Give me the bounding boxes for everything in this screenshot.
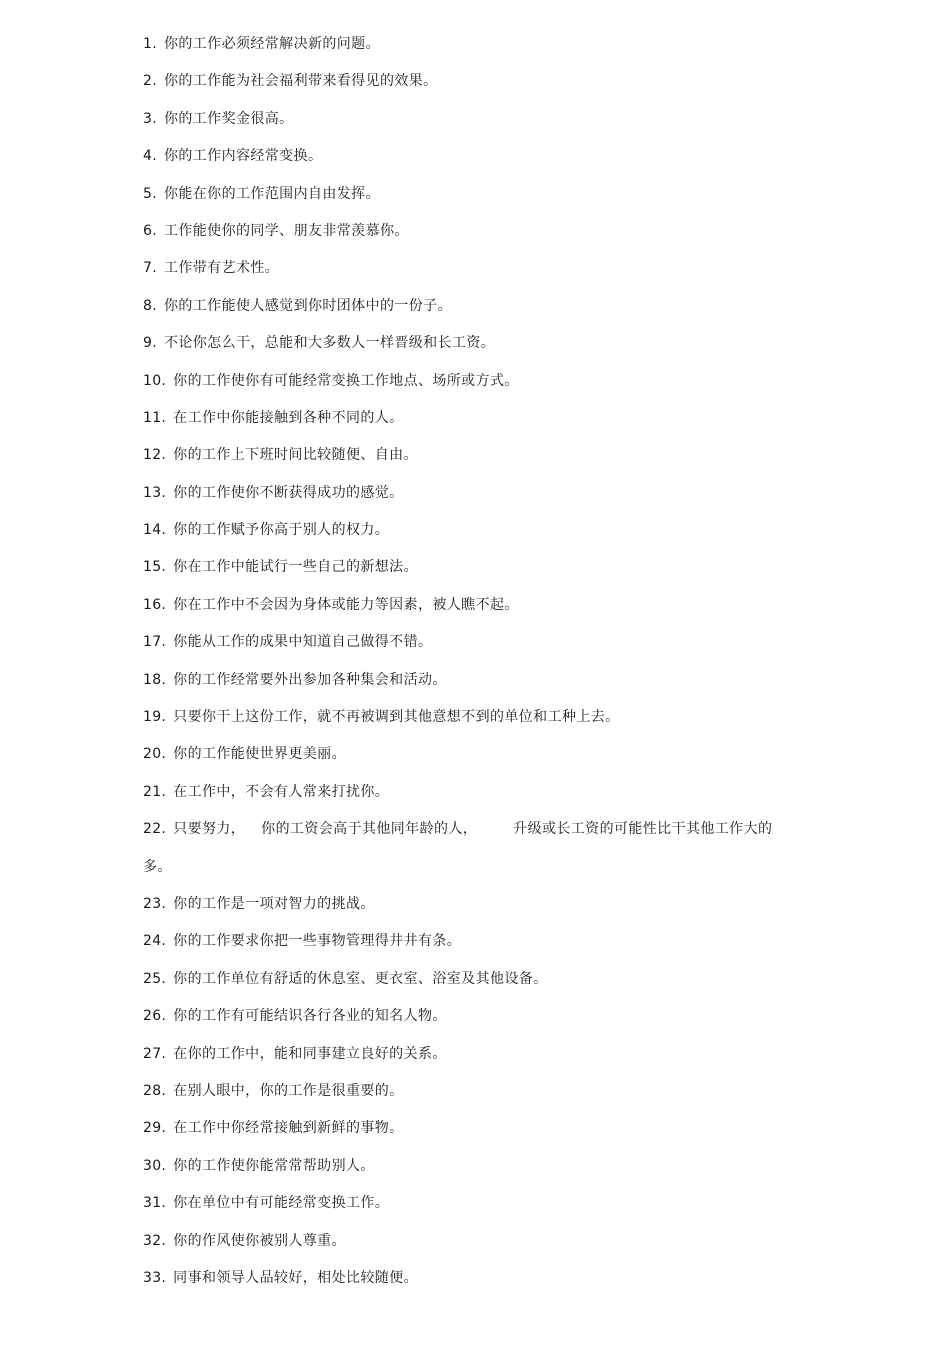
- item-text: 你的工作能使人感觉到你时团体中的一份子。: [163, 297, 452, 314]
- item-text: 不论你怎么干，总能和大多数人一样晋级和长工资。: [163, 335, 496, 352]
- item-text: 你的工作要求你把一些事物管理得井井有条。: [173, 933, 462, 950]
- list-item: [143, 371, 803, 391]
- list-item: [143, 408, 803, 428]
- item-number: 31.: [143, 1195, 167, 1212]
- item-text: 你的工作是一项对智力的挑战。: [173, 895, 375, 912]
- item-number: 27.: [143, 1045, 167, 1062]
- item-number: 8.: [143, 297, 157, 314]
- item-number: 14.: [143, 522, 167, 539]
- item-number: 21.: [143, 783, 167, 800]
- item-text: 在工作中，不会有人常来打扰你。: [173, 783, 390, 800]
- item-text: 你的工作上下班时间比较随便、自由。: [173, 447, 418, 464]
- list-item: [143, 184, 803, 204]
- item-text: 你的工作经常要外出参加各种集会和活动。: [173, 671, 447, 688]
- item-text: 你能从工作的成果中知道自己做得不错。: [173, 634, 433, 651]
- item-text: 只要你干上这份工作，就不再被调到其他意想不到的单位和工种上去。: [173, 709, 620, 726]
- item-number: 5.: [143, 185, 157, 202]
- item-number: 20.: [143, 746, 167, 763]
- list-item: [143, 931, 803, 951]
- item-text: 你能在你的工作范围内自由发挥。: [163, 185, 380, 202]
- item-number: 3.: [143, 110, 157, 127]
- item-text: 你在单位中有可能经常变换工作。: [173, 1195, 390, 1212]
- list-item: [143, 1156, 803, 1176]
- item-number: 9.: [143, 335, 157, 352]
- item-text: 你的工作内容经常变换。: [163, 148, 323, 165]
- wrapped-line-second: [143, 857, 772, 877]
- list-item: [143, 221, 803, 241]
- item-text: 同事和领导人品较好，相处比较随便。: [173, 1269, 418, 1286]
- list-item: [143, 632, 803, 652]
- item-number: 32.: [143, 1232, 167, 1249]
- item-number: 19.: [143, 709, 167, 726]
- list-item: [143, 258, 803, 278]
- list-item: [143, 894, 803, 914]
- question-list: [143, 34, 803, 1305]
- item-text-part-4: 多。: [143, 858, 172, 875]
- item-text: 在你的工作中，能和同事建立良好的关系。: [173, 1045, 447, 1062]
- item-text-part-2: 你的工资会高于其他同年龄的人，: [261, 821, 478, 838]
- list-item: [143, 146, 803, 166]
- item-text: 你的工作使你能常常帮助别人。: [173, 1157, 375, 1174]
- item-text: 你的工作必须经常解决新的问题。: [163, 36, 380, 52]
- item-number: 6.: [143, 222, 157, 239]
- wrapped-line-first: [143, 819, 772, 839]
- item-number: 4.: [143, 148, 157, 165]
- list-item: [143, 1118, 803, 1138]
- item-number: 24.: [143, 933, 167, 950]
- item-text: 工作带有艺术性。: [163, 260, 280, 277]
- item-text: 工作能使你的同学、朋友非常羡慕你。: [163, 222, 409, 239]
- item-text: 你在工作中能试行一些自己的新想法。: [173, 559, 418, 576]
- item-text: 你的工作有可能结识各行各业的知名人物。: [173, 1008, 447, 1025]
- list-item: [143, 557, 803, 577]
- item-number: 30.: [143, 1157, 167, 1174]
- list-item: [143, 1006, 803, 1026]
- item-number: 17.: [143, 634, 167, 651]
- list-item: [143, 483, 803, 503]
- item-number: 29.: [143, 1120, 167, 1137]
- item-text-part-1: 只要努力，: [173, 821, 246, 838]
- item-number: 10.: [143, 372, 167, 389]
- list-item: [143, 707, 803, 727]
- list-item: [143, 969, 803, 989]
- item-number: 22.: [143, 821, 167, 838]
- list-item: [143, 296, 803, 316]
- list-item: [143, 595, 803, 615]
- list-item: [143, 333, 803, 353]
- item-text: 在别人眼中，你的工作是很重要的。: [173, 1082, 404, 1099]
- item-text: 你的工作奖金很高。: [163, 110, 294, 127]
- item-text: 你的作风使你被别人尊重。: [173, 1232, 346, 1249]
- list-item: [143, 1081, 803, 1101]
- list-item: [143, 109, 803, 129]
- item-number: 16.: [143, 596, 167, 613]
- item-number: 26.: [143, 1008, 167, 1025]
- list-item: [143, 1044, 803, 1064]
- item-text: 你的工作赋予你高于别人的权力。: [173, 522, 390, 539]
- item-number: 18.: [143, 671, 167, 688]
- list-item: [143, 1193, 803, 1213]
- list-item: [143, 445, 803, 465]
- item-text-part-3: 升级或长工资的可能性比干其他工作大的: [513, 821, 773, 838]
- list-item: [143, 744, 803, 764]
- item-text: 你的工作使你不断获得成功的感觉。: [173, 484, 404, 501]
- list-item: [143, 34, 803, 54]
- item-number: 28.: [143, 1082, 167, 1099]
- item-number: 15.: [143, 559, 167, 576]
- item-text: 你的工作能为社会福利带来看得见的效果。: [163, 73, 438, 90]
- list-item: [143, 670, 803, 690]
- item-number: 1.: [143, 36, 157, 52]
- item-text: 你的工作单位有舒适的休息室、更衣室、浴室及其他设备。: [173, 970, 548, 987]
- item-number: 33.: [143, 1269, 167, 1286]
- item-text: 你的工作使你有可能经常变换工作地点、场所或方式。: [173, 372, 519, 389]
- item-number: 13.: [143, 484, 167, 501]
- item-number: 11.: [143, 409, 167, 426]
- list-item: [143, 520, 803, 540]
- item-number: 12.: [143, 447, 167, 464]
- list-item: [143, 1268, 803, 1288]
- item-number: 23.: [143, 895, 167, 912]
- list-item-wrapped: [143, 819, 803, 876]
- item-text: 在工作中你能接触到各种不同的人。: [173, 409, 404, 426]
- list-item: [143, 782, 803, 802]
- item-number: 25.: [143, 970, 167, 987]
- item-number: 7.: [143, 260, 157, 277]
- item-text: 你在工作中不会因为身体或能力等因素，被人瞧不起。: [173, 596, 519, 613]
- item-text: 你的工作能使世界更美丽。: [173, 746, 346, 763]
- item-text: 在工作中你经常接触到新鲜的事物。: [173, 1120, 404, 1137]
- list-item: [143, 71, 803, 91]
- list-item: [143, 1231, 803, 1251]
- item-number: 2.: [143, 73, 157, 90]
